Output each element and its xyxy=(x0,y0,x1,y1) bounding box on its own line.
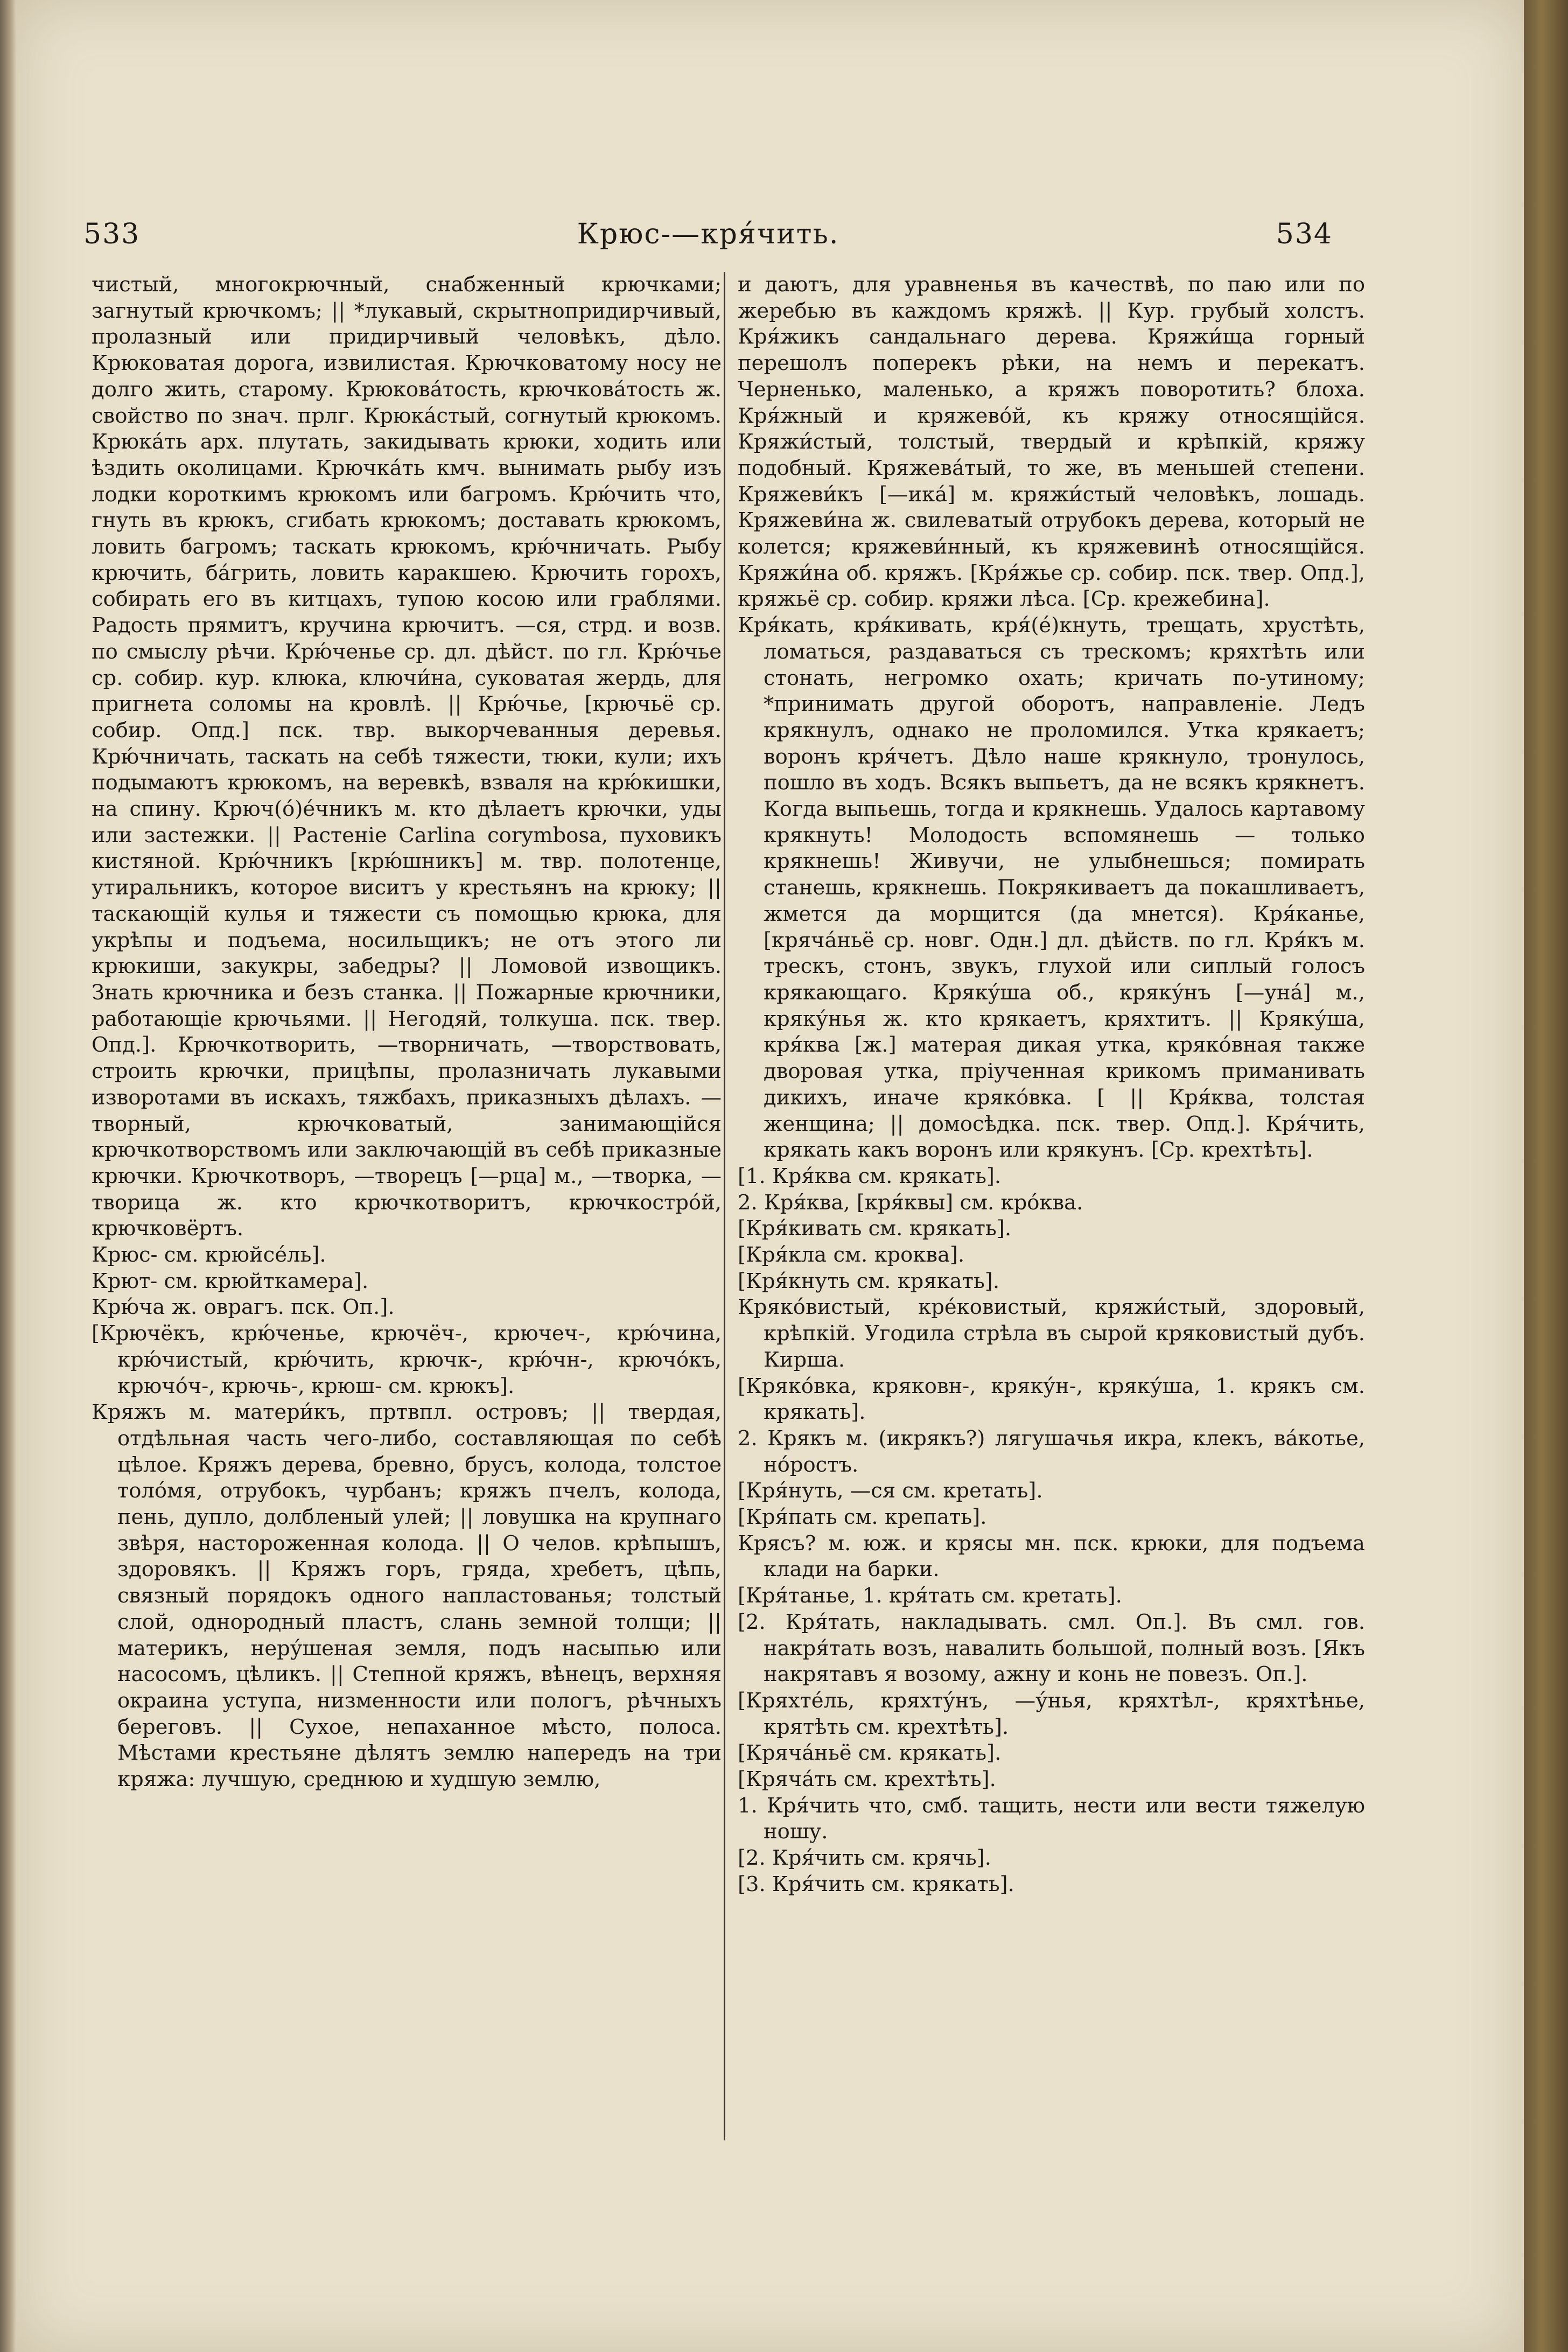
entry-paragraph: [3. Кря́чить см. крякать]. xyxy=(738,1872,1014,1896)
previous-page-edge xyxy=(0,0,16,2352)
entry-paragraph: и даютъ, для уравненья въ качествѣ, по паю или по жеребью въ каждомъ кряжѣ. || Кур. грубый холстъ. Кря́жикъ сандальнаго дерева. Кряжи́ща горный перешолъ поперекъ рѣки, на немъ и перекатъ. Черненько, маленько, а кряжъ поворотить? блоха. Кря́жный и кряжево́й, къ кряжу относящійся. Кряжи́стый, толстый, твердый и крѣпкій, кряжу подобный. Кряжева́тый, то же, въ меньшей степени. Кряжеви́къ [—ика́] м. кряжи́стый человѣкъ, лошадь. Кряжеви́на ж. свилеватый отрубокъ дерева, который не колется; кряжеви́нный, къ кряжевинѣ относящійся. Кряжи́на об. кряжъ. [Кря́жье ср. собир. пск. твер. Опд.], кряжьё ср. собир. кряжи лѣса. [Ср. крежебина]. xyxy=(738,272,1365,612)
entry-paragraph: [2. Кря́тать, накладывать. смл. Оп.]. Въ смл. гов. накря́тать возъ, навалить большой, полный возъ. [Якъ накрятавъ я возому, ажну и конь не повезъ. Оп.]. xyxy=(738,1609,1365,1687)
page-number-right: 534 xyxy=(1276,218,1333,250)
entry-paragraph: Крю́ча ж. оврагъ. пск. Оп.]. xyxy=(92,1295,395,1320)
entry-paragraph: 1. Кря́чить что, смб. тащить, нести или вести тяжелую ношу. xyxy=(738,1793,1365,1844)
entry-paragraph: [Кря́пать см. крепать]. xyxy=(738,1505,987,1530)
left-column xyxy=(92,272,722,2167)
entry-paragraph: Крюс- см. крюйсéль]. xyxy=(92,1243,326,1268)
book-binding-edge xyxy=(1524,0,1568,2352)
entry-paragraph: 2. Кря́ква, [кря́квы] см. кро́ква. xyxy=(738,1190,1083,1215)
entry-paragraph: 2. Крякъ м. (икрякъ?) лягушачья икра, клекъ, ва́котье, но́ростъ. xyxy=(738,1426,1365,1477)
entry-paragraph: Кря́кать, кря́кивать, кря́(é)кнуть, трещать, хрустѣть, ломаться, раздаваться съ трескомъ; кряхтѣть или стонать, негромко охать; кричать по-утиному; *принимать другой оборотъ, направленіе. Ледъ крякнулъ, однако не проломился. Утка крякаетъ; воронъ кря́четъ. Дѣло наше крякнуло, тронулось, пошло въ ходъ. Всякъ выпьетъ, да не всякъ крякнетъ. Когда выпьешь, тогда и крякнешь. Удалось картавому крякнуть! Молодость вспомянешь — только крякнешь! Живучи, не улыбнешься; помирать станешь, крякнешь. Покрякиваетъ да покашливаетъ, жмется да морщится (да мнется). Кря́канье, [кряча́ньё ср. новг. Одн.] дл. дѣйств. по гл. Кря́къ м. трескъ, стонъ, звукъ, глухой или сиплый голосъ крякающаго. Кряку́ша об., кряку́нъ [—уна́] м., кряку́нья ж. кто крякаетъ, кряхтитъ. || Кряку́ша, кря́ква [ж.] матерая дикая утка, кряко́вная также дворовая утка, пріученная крикомъ приманивать дикихъ, иначе кряко́вка. [ || Кря́ква, толстая женщина; || домосѣдка. пск. твер. Опд.]. Кря́чить, крякать какъ воронъ или крякунъ. [Ср. крехтѣть]. xyxy=(738,613,1365,1163)
entry-paragraph: [Кря́нуть, —ся см. кретать]. xyxy=(738,1479,1043,1503)
column-divider xyxy=(724,272,725,2140)
entry-paragraph: [Крючёкъ, крю́ченье, крючёч-, крючеч-, крю́чина, крю́чистый, крю́чить, крючк-, крю́чн-, крючо́къ, крючо́ч-, крючь-, крюш- см. крюкъ]. xyxy=(92,1321,722,1398)
entry-paragraph: Кряко́вистый, кре́ковистый, кряжи́стый, здоровый, крѣпкій. Угодила стрѣла въ сырой кряковистый дубъ. Кирша. xyxy=(738,1295,1365,1372)
page-number-left: 533 xyxy=(83,218,141,250)
right-column xyxy=(738,272,1365,2167)
entry-paragraph: [Кряча́ньё см. крякать]. xyxy=(738,1741,1002,1766)
entry-paragraph: [Кря́танье, 1. кря́тать см. кретать]. xyxy=(738,1584,1122,1608)
headword-range: Крюс-—кря́чить. xyxy=(577,218,839,250)
running-head xyxy=(83,218,1333,256)
entry-paragraph: Крясъ? м. юж. и крясы мн. пск. крюки, для подъема клади на барки. xyxy=(738,1531,1365,1582)
entry-paragraph: [Кряча́ть см. крехтѣть]. xyxy=(738,1767,996,1792)
entry-paragraph: [Кряко́вка, кряковн-, кряку́н-, кряку́ша, 1. крякъ см. крякать]. xyxy=(738,1374,1365,1425)
entry-paragraph: [2. Кря́чить см. крячь]. xyxy=(738,1846,991,1871)
entry-paragraph: [Кря́кла см. кроква]. xyxy=(738,1243,965,1268)
entry-paragraph: [Кря́кнуть см. крякать]. xyxy=(738,1269,1000,1293)
entry-paragraph: [Кря́кивать см. крякать]. xyxy=(738,1216,1012,1241)
entry-paragraph: Крют- см. крюйткамера]. xyxy=(92,1269,369,1293)
entry-paragraph: чистый, многокрючный, снабженный крючками; загнутый крючкомъ; || *лукавый, скрытнопридирчивый, пролазный или придирчивый человѣкъ, дѣло. Крюковатая дорога, извилистая. Крючковатому носу не долго жить, старому. Крюкова́тость, крючкова́тость ж. свойство по знач. прлг. Крюка́стый, согнутый крюкомъ. Крюка́ть арх. плутать, закидывать крюки, ходить или ѣздить околицами. Крючка́ть кмч. вынимать рыбу изъ лодки короткимъ крюкомъ или багромъ. Крю́чить что, гнуть въ крюкъ, сгибать крюкомъ; доставать крюкомъ, ловить багромъ; таскать крюкомъ, крю́чничать. Рыбу крючить, ба́грить, ловить каракшею. Крючить горохъ, собирать его въ китцахъ, тупою косою или граблями. Радость прямитъ, кручина крючитъ. —ся, стрд. и возв. по смыслу рѣчи. Крю́ченье ср. дл. дѣйст. по гл. Крю́чье ср. собир. кур. клюка, ключи́на, суковатая жердь, для пригнета соломы на кровлѣ. || Крю́чье, [крючьё ср. собир. Опд.] пск. твр. выкорчеванныя деревья. Крю́чничать, таскать на себѣ тяжести, тюки, кули; ихъ подымаютъ крюкомъ, на веревкѣ, взваля на крю́кишки, на спину. Крюч(ó)éчникъ м. кто дѣлаетъ крючки, уды или застежки. || Растеніе Carlina corymbosa, пуховикъ кистяной. Крю́чникъ [крю́шникъ] м. твр. полотенце, утиральникъ, которое виситъ у крестьянъ на крюку; || таскающій кулья и тяжести съ помощью крюка, для укрѣпы и подъема, носильщикъ; не отъ этого ли крюкиши, закукры, забедры? || Ломовой извощикъ. Знать крючника и безъ станка. || Пожарные крючники, работающіе крючьями. || Негодяй, толкуша. пск. твер. Опд.]. Крючкотворить, —творничать, —творствовать, строить крючки, прицѣпы, пролазничать лукавыми изворотами въ искахъ, тяжбахъ, приказныхъ дѣлахъ. —творный, крючковатый, занимающійся крючкотворствомъ или заключающій въ себѣ приказные крючки. Крючкотворъ, —творецъ [—рца] м., —творка, —творица ж. кто крючкотворитъ, крючкострóй, крючковёртъ. xyxy=(92,272,722,1241)
entry-paragraph: Кряжъ м. матери́къ, пртвпл. островъ; || твердая, отдѣльная часть чего-либо, составляющая по себѣ цѣлое. Кряжъ дерева, бревно, брусъ, колода, толстое толо́мя, отрубокъ, чурбанъ; кряжъ пчелъ, колода, пень, дупло, долбленый улей; || ловушка на крупнаго звѣря, настороженная колода. || О челов. крѣпышъ, здоровякъ. || Кряжъ горъ, гряда, хребетъ, цѣпь, связный порядокъ одного напластованья; толстый слой, однородный пластъ, слань земной толщи; || материкъ, неру́шеная земля, подъ насыпью или насосомъ, цѣликъ. || Степной кряжъ, вѣнецъ, верхняя окраина уступа, низменности или пологъ, рѣчныхъ береговъ. || Сухое, непаханное мѣсто, полоса. Мѣстами крестьяне дѣлятъ землю напередъ на три кряжа: лучшую, среднюю и худшую землю, xyxy=(92,1400,722,1792)
entry-paragraph: [Кряхте́ль, кряхту́нъ, —у́нья, кряхтѣл-, кряхтѣнье, крятѣть см. крехтѣть]. xyxy=(738,1688,1365,1739)
entry-paragraph: [1. Кря́ква см. крякать]. xyxy=(738,1164,1002,1188)
